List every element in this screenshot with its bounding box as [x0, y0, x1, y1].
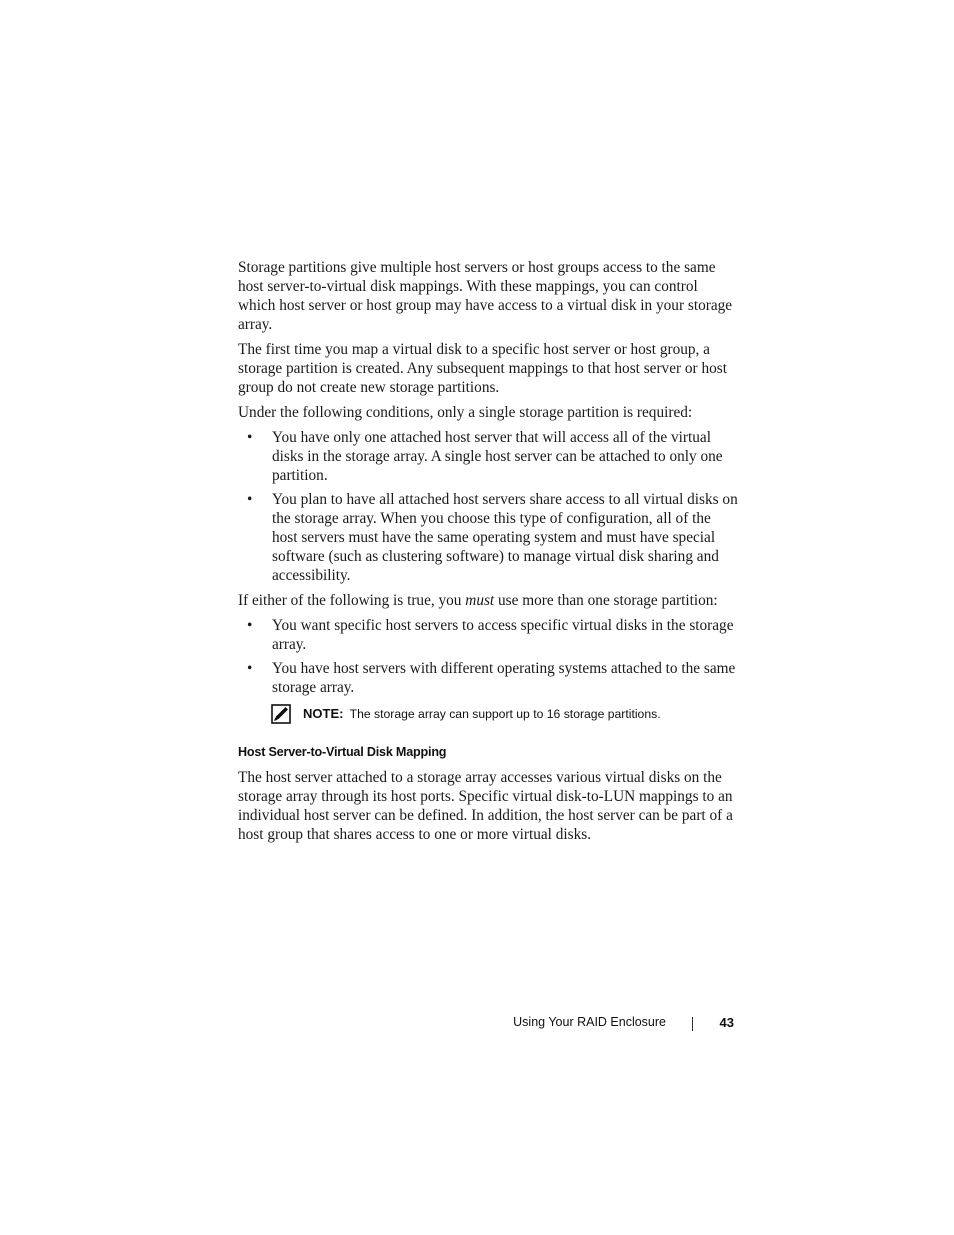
paragraph-storage-partitions: Storage partitions give multiple host servers or host groups access to the same host server-to-virtual disk mappings. With these mappings, you can control which host server or host group may have access to a virtual disk in your storage array. — [238, 259, 733, 333]
paragraph-first-mapping: The first time you map a virtual disk to a specific host server or host group, a storage partition is created. Any subsequent mappings to that host server or host group do not create new storage partitions. — [238, 341, 727, 396]
list-item — [238, 659, 738, 697]
note-pencil-icon — [271, 704, 291, 724]
multiple-partition-list — [238, 616, 738, 697]
footer-divider — [692, 1017, 693, 1031]
section-heading: Host Server-to-Virtual Disk Mapping — [238, 745, 447, 759]
bullet-marker: • — [247, 660, 253, 677]
footer-section-title: Using Your RAID Enclosure — [513, 1015, 666, 1029]
paragraph-host-mapping: The host server attached to a storage array accesses various virtual disks on the storage array through its host ports. Specific virtual disk-to-LUN mappings to an individual host server can be defined. In addition, the host server can be part of a host group that shares access to one or more virtual disks. — [238, 769, 733, 843]
page-body — [238, 258, 738, 850]
list-item — [238, 616, 738, 654]
bullet-marker: • — [247, 429, 253, 446]
note-label: NOTE: — [303, 706, 344, 721]
single-partition-list — [238, 428, 738, 585]
paragraph-multiple-partitions — [238, 591, 738, 610]
list-item-text: You have only one attached host server that will access all of the virtual disks in the storage array. A single host server can be attached to only one partition. — [272, 429, 723, 484]
list-item-text: You plan to have all attached host servers share access to all virtual disks on the storage array. When you choose this type of configuration, all of the host servers must have the same operating system and must have special software (such as clustering software) to manage virtual disk sharing and accessibility. — [272, 491, 738, 584]
emphasis-must: must — [465, 592, 495, 609]
paragraph-text-end: use more than one storage partition: — [494, 592, 718, 609]
list-item — [238, 428, 738, 485]
paragraph-text-start: If either of the following is true, you — [238, 592, 466, 609]
list-item — [238, 490, 738, 585]
page-number: 43 — [719, 1015, 734, 1030]
bullet-marker: • — [247, 617, 253, 634]
note-text: The storage array can support up to 16 storage partitions. — [349, 707, 661, 721]
list-item-text: You have host servers with different operating systems attached to the same storage array. — [272, 660, 736, 696]
bullet-marker: • — [247, 491, 253, 508]
paragraph-single-partition-conditions: Under the following conditions, only a single storage partition is required: — [238, 404, 693, 421]
note-box — [238, 705, 738, 723]
list-item-text: You want specific host servers to access specific virtual disks in the storage array. — [272, 617, 734, 653]
